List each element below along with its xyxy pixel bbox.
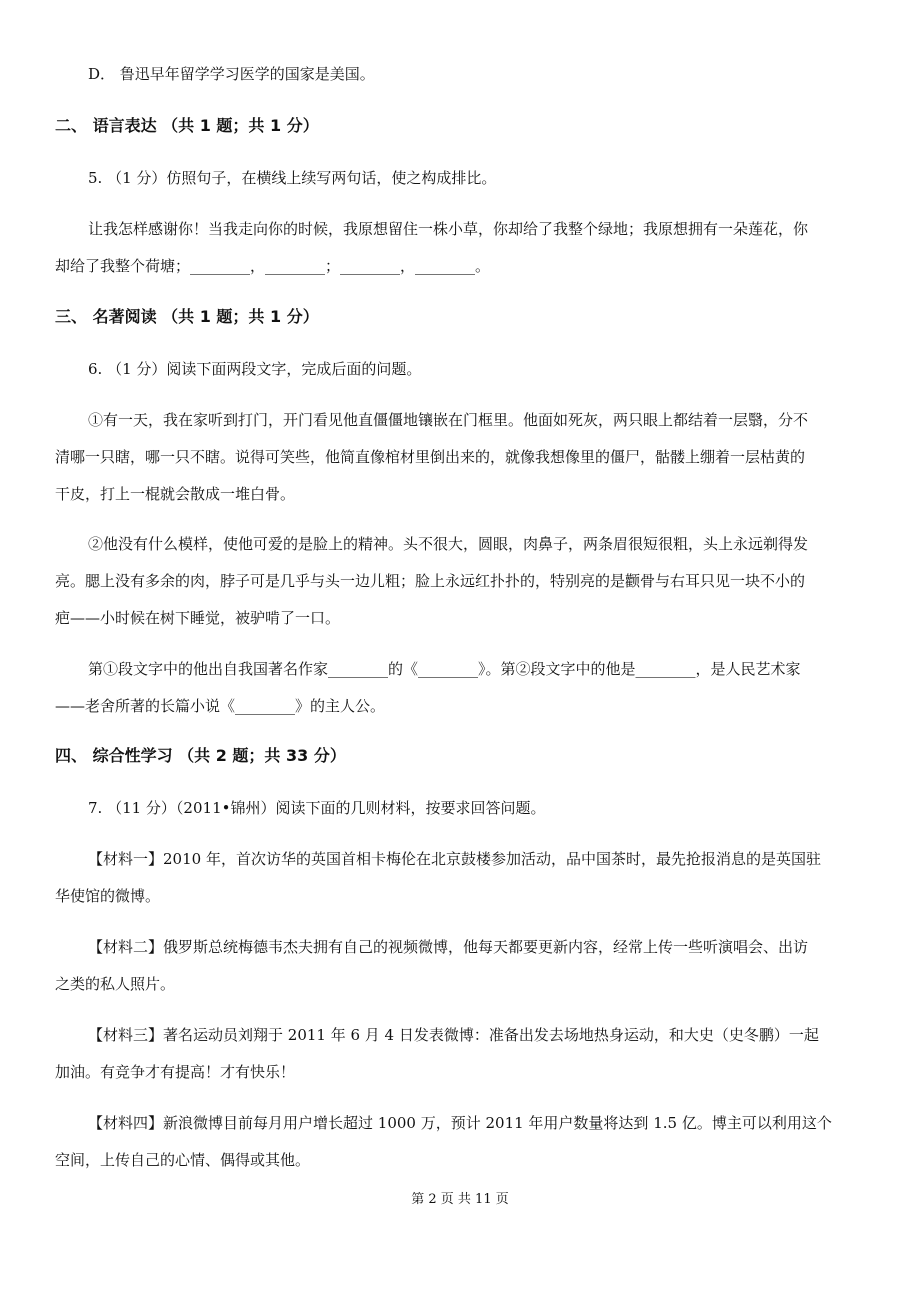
question-6: 6. （1 分）阅读下面两段文字，完成后面的问题。 — [88, 360, 422, 378]
passage-2-line-1: ②他没有什么模样，使他可爱的是脸上的精神。头不很大，圆眼，肉鼻子，两条眉很短很粗，头上永远剃得发 — [88, 535, 809, 553]
material-4-line-2: 空间，上传自己的心情、偶得或其他。 — [55, 1151, 311, 1169]
page-footer: 第 2 页 共 11 页 — [411, 1192, 509, 1207]
option-d: D． 鲁迅早年留学学习医学的国家是美国。 — [88, 65, 375, 83]
material-2-line-1: 【材料二】俄罗斯总统梅德韦杰夫拥有自己的视频微博，他每天都要更新内容，经常上传一些听演唱会、出访 — [88, 938, 809, 956]
question-7: 7. （11 分）（2011•锦州）阅读下面的几则材料，按要求回答问题。 — [88, 799, 546, 817]
section-3-heading: 三、 名著阅读 （共 1 题；共 1 分） — [55, 307, 319, 326]
question-5-text-line-2: 却给了我整个荷塘；________，________；________，________。 — [55, 257, 491, 275]
section-2-heading: 二、 语言表达 （共 1 题；共 1 分） — [55, 116, 319, 135]
material-1-line-2: 华使馆的微博。 — [55, 887, 161, 905]
passage-1-line-3: 干皮，打上一棍就会散成一堆白骨。 — [55, 485, 296, 503]
material-4-line-1: 【材料四】新浪微博目前每月用户增长超过 1000 万，预计 2011 年用户数量将达到 1.5 亿。博主可以利用这个 — [88, 1114, 832, 1132]
question-5: 5. （1 分）仿照句子，在横线上续写两句话，使之构成排比。 — [88, 169, 497, 187]
question-5-text-line-1: 让我怎样感谢你！当我走向你的时候，我原想留住一株小草，你却给了我整个绿地；我原想拥有一朵莲花，你 — [88, 220, 809, 238]
passage-1-line-1: ①有一天，我在家听到打门，开门看见他直僵僵地镶嵌在门框里。他面如死灰，两只眼上都结着一层翳，分不 — [88, 411, 809, 429]
material-3-line-2: 加油。有竞争才有提高！才有快乐！ — [55, 1063, 296, 1081]
material-3-line-1: 【材料三】著名运动员刘翔于 2011 年 6 月 4 日发表微博：准备出发去场地热身运动，和大史（史冬鹏）一起 — [88, 1026, 819, 1044]
material-2-line-2: 之类的私人照片。 — [55, 975, 176, 993]
question-6-fill-line-1: 第①段文字中的他出自我国著名作家________的《________》。第②段文字中的他是________，是人民艺术家 — [88, 660, 801, 678]
section-4-heading: 四、 综合性学习 （共 2 题；共 33 分） — [55, 746, 346, 765]
question-6-fill-line-2: ——老舍所著的长篇小说《________》的主人公。 — [55, 697, 386, 715]
passage-2-line-3: 疤——小时候在树下睡觉，被驴啃了一口。 — [55, 609, 341, 627]
material-1-line-1: 【材料一】2010 年，首次访华的英国首相卡梅伦在北京鼓楼参加活动，品中国茶时，最先抢报消息的是英国驻 — [88, 850, 821, 868]
passage-1-line-2: 清哪一只瞎，哪一只不瞎。说得可笑些，他简直像棺材里倒出来的，就像我想像里的僵尸，骷髅上绷着一层枯黄的 — [55, 448, 806, 466]
passage-2-line-2: 亮。腮上没有多余的肉，脖子可是几乎与头一边儿粗；脸上永远红扑扑的，特别亮的是颧骨与右耳只见一块不小的 — [55, 572, 806, 590]
